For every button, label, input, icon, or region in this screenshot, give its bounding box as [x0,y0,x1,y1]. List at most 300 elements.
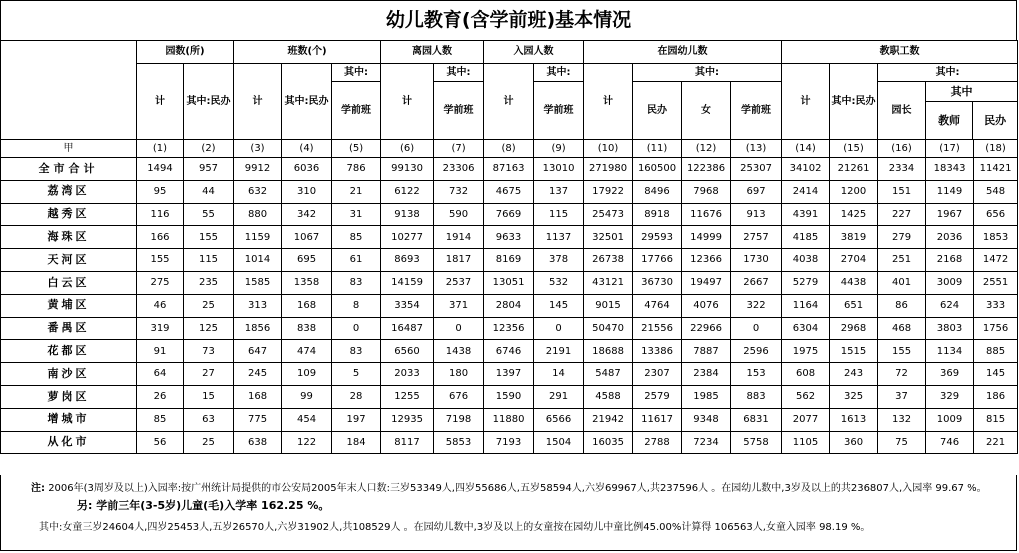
note-1 [1,475,1016,515]
index-cell: (8) [484,140,534,158]
header-liyuan: 离园人数 [381,41,484,64]
table-cell: 786 [332,158,381,181]
table-cell: 624 [926,294,974,317]
table-cell: 122 [282,431,332,454]
table-cell: 2551 [974,271,1018,294]
table-cell: 25307 [731,158,782,181]
header-banshu: 班数(个) [234,41,381,64]
table-cell: 746 [926,431,974,454]
table-row [1,294,1018,317]
table-cell: 1853 [974,226,1018,249]
notes-section [0,475,1017,551]
table-cell: 14159 [381,271,434,294]
table-cell: 913 [731,203,782,226]
table-cell: 885 [974,340,1018,363]
table-cell: 638 [234,431,282,454]
table-cell: 2036 [926,226,974,249]
note-1-tail: 另: 学前三年(3-5岁)儿童(毛)入学率 162.25 %。 [77,499,330,512]
table-cell: 197 [332,408,381,431]
table-cell: 22966 [682,317,731,340]
table-cell: 137 [534,180,584,203]
table-cell: 590 [434,203,484,226]
statistics-table [0,40,1018,454]
header-ji-3: 计 [234,64,282,140]
table-cell: 1985 [682,385,731,408]
header-yuanshu: 园数(所) [137,41,234,64]
table-cell: 4076 [682,294,731,317]
table-cell: 44 [184,180,234,203]
table-cell: 697 [731,180,782,203]
table-cell: 1425 [830,203,878,226]
table-cell: 15 [184,385,234,408]
table-cell: 28 [332,385,381,408]
table-row [1,408,1018,431]
header-xueqianban-7: 学前班 [434,82,484,140]
table-cell: 3819 [830,226,878,249]
table-cell: 342 [282,203,332,226]
index-cell: (7) [434,140,484,158]
header-qizhong-7: 其中: [434,64,484,82]
table-cell: 651 [830,294,878,317]
table-cell: 0 [434,317,484,340]
header-jiaoshi-group [926,82,1018,140]
table-cell: 7887 [682,340,731,363]
header-yuanzhang-16 [878,82,926,140]
table-cell: 310 [282,180,332,203]
header-minban-4: 其中:民办 [282,64,332,140]
table-cell: 17922 [584,180,633,203]
table-cell: 19497 [682,271,731,294]
note-2: 其中:女童三岁24604人,四岁25453人,五岁26570人,六岁31902人,共108529人 。在园幼儿数中,3岁及以上的女童按在园幼儿中童比例45.00%计算得 106563人,女童入园率 98.19 %。 [39,522,871,533]
table-cell: 775 [234,408,282,431]
table-cell: 2788 [633,431,682,454]
table-cell: 2757 [731,226,782,249]
table-cell: 73 [184,340,234,363]
table-cell: 2537 [434,271,484,294]
table-cell: 279 [878,226,926,249]
table-cell: 2191 [534,340,584,363]
table-cell: 3009 [926,271,974,294]
row-name: 花都区 [1,340,137,363]
index-cell: (12) [682,140,731,158]
table-cell: 0 [534,317,584,340]
table-cell: 184 [332,431,381,454]
table-cell: 63 [184,408,234,431]
index-cell: (11) [633,140,682,158]
table-cell: 695 [282,249,332,272]
header-zaiyuan: 在园幼儿数 [584,41,782,64]
table-cell: 6122 [381,180,434,203]
table-cell: 2704 [830,249,878,272]
index-cell: (18) [974,140,1018,158]
table-cell: 647 [234,340,282,363]
table-cell: 12366 [682,249,731,272]
table-row [1,158,1018,181]
header-qizhong-17: 其中 [926,82,1017,102]
table-cell: 13051 [484,271,534,294]
table-cell: 99130 [381,158,434,181]
table-cell: 4588 [584,385,633,408]
table-row [1,249,1018,272]
table-cell: 2968 [830,317,878,340]
header-qizhong-16: 其中: [878,64,1018,82]
header-ji-8: 计 [484,64,534,140]
table-cell: 3354 [381,294,434,317]
table-cell: 155 [184,226,234,249]
table-cell: 275 [137,271,184,294]
index-cell: (14) [782,140,830,158]
table-cell: 166 [137,226,184,249]
index-cell: (9) [534,140,584,158]
table-cell: 1590 [484,385,534,408]
index-cell: (6) [381,140,434,158]
table-cell: 371 [434,294,484,317]
table-cell: 1255 [381,385,434,408]
row-name: 白云区 [1,271,137,294]
header-ruyuan: 入园人数 [484,41,584,64]
row-name: 天河区 [1,249,137,272]
table-cell: 25 [184,294,234,317]
index-cell: (13) [731,140,782,158]
table-cell: 548 [974,180,1018,203]
table-cell: 168 [282,294,332,317]
table-cell: 4185 [782,226,830,249]
table-cell: 9015 [584,294,633,317]
index-cell: (1) [137,140,184,158]
header-ji-14: 计 [782,64,830,140]
table-cell: 329 [926,385,974,408]
table-cell: 75 [878,431,926,454]
table-cell: 43121 [584,271,633,294]
table-cell: 815 [974,408,1018,431]
table-row [1,363,1018,386]
table-cell: 85 [332,226,381,249]
table-cell: 14999 [682,226,731,249]
table-cell: 32501 [584,226,633,249]
table-cell: 9633 [484,226,534,249]
table-cell: 6831 [731,408,782,431]
table-cell: 880 [234,203,282,226]
note-1-lead: 注: [31,483,45,494]
table-row [1,317,1018,340]
row-name: 全市合计 [1,158,137,181]
index-cell: (3) [234,140,282,158]
table-cell: 1472 [974,249,1018,272]
table-cell: 1149 [926,180,974,203]
table-cell: 676 [434,385,484,408]
table-cell: 12935 [381,408,434,431]
table-cell: 7193 [484,431,534,454]
table-cell: 37 [878,385,926,408]
table-cell: 8169 [484,249,534,272]
table-cell: 25 [184,431,234,454]
table-cell: 3803 [926,317,974,340]
table-cell: 454 [282,408,332,431]
table-cell: 27 [184,363,234,386]
header-qizhong-5: 其中: [332,64,381,82]
table-cell: 9912 [234,158,282,181]
table-cell: 145 [534,294,584,317]
table-cell: 7234 [682,431,731,454]
table-cell: 8496 [633,180,682,203]
table-cell: 8918 [633,203,682,226]
table-cell: 271980 [584,158,633,181]
table-cell: 83 [332,271,381,294]
table-cell: 1358 [282,271,332,294]
table-cell: 17766 [633,249,682,272]
table-cell: 46 [137,294,184,317]
table-cell: 732 [434,180,484,203]
table-cell: 4675 [484,180,534,203]
table-cell: 21 [332,180,381,203]
row-name: 荔湾区 [1,180,137,203]
header-xueqianban-5: 学前班 [332,82,381,140]
table-cell: 87163 [484,158,534,181]
table-cell: 26 [137,385,184,408]
table-cell: 6566 [534,408,584,431]
table-cell: 0 [332,317,381,340]
table-cell: 243 [830,363,878,386]
table-cell: 7669 [484,203,534,226]
table-cell: 2414 [782,180,830,203]
index-cell: (15) [830,140,878,158]
table-cell: 2384 [682,363,731,386]
table-cell: 401 [878,271,926,294]
table-cell: 85 [137,408,184,431]
row-name: 从化市 [1,431,137,454]
table-cell: 180 [434,363,484,386]
table-cell: 12356 [484,317,534,340]
table-cell: 116 [137,203,184,226]
header-ji-10: 计 [584,64,633,140]
table-cell: 2804 [484,294,534,317]
table-cell: 2077 [782,408,830,431]
table-row [1,271,1018,294]
table-cell: 72 [878,363,926,386]
table-cell: 13010 [534,158,584,181]
table-cell: 34102 [782,158,830,181]
data-body [1,158,1018,454]
table-cell: 155 [878,340,926,363]
table-cell: 160500 [633,158,682,181]
table-cell: 95 [137,180,184,203]
table-cell: 4391 [782,203,830,226]
table-cell: 369 [926,363,974,386]
table-cell: 2033 [381,363,434,386]
table-cell: 9348 [682,408,731,431]
table-cell: 18688 [584,340,633,363]
table-cell: 16035 [584,431,633,454]
table-cell: 251 [878,249,926,272]
table-cell: 61 [332,249,381,272]
table-cell: 468 [878,317,926,340]
table-cell: 186 [974,385,1018,408]
table-cell: 1009 [926,408,974,431]
row-name: 南沙区 [1,363,137,386]
table-row [1,180,1018,203]
table-cell: 1756 [974,317,1018,340]
table-cell: 8693 [381,249,434,272]
table-cell: 64 [137,363,184,386]
table-cell: 26738 [584,249,633,272]
page-title: 幼儿教育(含学前班)基本情况 [0,0,1017,40]
table-cell: 4764 [633,294,682,317]
table-cell: 115 [534,203,584,226]
table-cell: 2596 [731,340,782,363]
header-xueqianban-13: 学前班 [731,82,782,140]
table-cell: 838 [282,317,332,340]
table-cell: 13386 [633,340,682,363]
table-cell: 1975 [782,340,830,363]
table-cell: 6746 [484,340,534,363]
table-cell: 25473 [584,203,633,226]
table-cell: 1613 [830,408,878,431]
table-cell: 153 [731,363,782,386]
table-cell: 109 [282,363,332,386]
table-cell: 325 [830,385,878,408]
row-name: 萝岗区 [1,385,137,408]
table-row [1,385,1018,408]
table-cell: 29593 [633,226,682,249]
row-name: 海珠区 [1,226,137,249]
table-cell: 6560 [381,340,434,363]
table-cell: 227 [878,203,926,226]
header-qizhong-11: 其中: [633,64,782,82]
table-cell: 378 [534,249,584,272]
table-cell: 957 [184,158,234,181]
table-cell: 23306 [434,158,484,181]
table-cell: 532 [534,271,584,294]
table-cell: 2579 [633,385,682,408]
table-cell: 86 [878,294,926,317]
table-cell: 18343 [926,158,974,181]
table-cell: 291 [534,385,584,408]
table-cell: 56 [137,431,184,454]
table-cell: 656 [974,203,1018,226]
table-cell: 1914 [434,226,484,249]
table-cell: 91 [137,340,184,363]
index-cell: (4) [282,140,332,158]
table-cell: 1585 [234,271,282,294]
table-cell: 1105 [782,431,830,454]
table-cell: 1397 [484,363,534,386]
table-cell: 5853 [434,431,484,454]
table-cell: 562 [782,385,830,408]
table-cell: 883 [731,385,782,408]
table-cell: 235 [184,271,234,294]
table-cell: 9138 [381,203,434,226]
index-cell: (10) [584,140,633,158]
table-cell: 1164 [782,294,830,317]
header-minban-15: 其中:民办 [830,64,878,140]
table-cell: 319 [137,317,184,340]
table-cell: 1159 [234,226,282,249]
table-cell: 2307 [633,363,682,386]
table-cell: 1967 [926,203,974,226]
table-cell: 5758 [731,431,782,454]
table-cell: 1438 [434,340,484,363]
index-cell-label: 甲 [1,140,137,158]
table-cell: 245 [234,363,282,386]
table-cell: 2667 [731,271,782,294]
header-jiaozhi: 教职工数 [782,41,1018,64]
table-cell: 1200 [830,180,878,203]
table-cell: 11676 [682,203,731,226]
table-cell: 168 [234,385,282,408]
header-nv-12: 女 [682,82,731,140]
table-cell: 2168 [926,249,974,272]
table-cell: 99 [282,385,332,408]
table-cell: 1137 [534,226,584,249]
table-cell: 1817 [434,249,484,272]
table-cell: 11421 [974,158,1018,181]
row-name: 番禺区 [1,317,137,340]
header-qizhong-9: 其中: [534,64,584,82]
table-cell: 5279 [782,271,830,294]
table-row [1,340,1018,363]
header-minban-18: 民办 [984,114,1007,127]
corner-cell [1,41,137,140]
table-cell: 4438 [830,271,878,294]
table-cell: 1014 [234,249,282,272]
header-jiaoshi-17: 教师 [926,102,973,139]
table-row [1,203,1018,226]
table-cell: 1504 [534,431,584,454]
table-cell: 10277 [381,226,434,249]
index-cell: (5) [332,140,381,158]
table-cell: 14 [534,363,584,386]
table-cell: 1134 [926,340,974,363]
table-cell: 7968 [682,180,731,203]
table-cell: 122386 [682,158,731,181]
index-cell: (16) [878,140,926,158]
table-cell: 132 [878,408,926,431]
header-xueqianban-9: 学前班 [534,82,584,140]
table-row [1,226,1018,249]
table-cell: 5487 [584,363,633,386]
header-ji-6: 计 [381,64,434,140]
table-cell: 1067 [282,226,332,249]
table-cell: 333 [974,294,1018,317]
index-cell: (17) [926,140,974,158]
row-name: 越秀区 [1,203,137,226]
table-cell: 1730 [731,249,782,272]
table-cell: 16487 [381,317,434,340]
table-cell: 11617 [633,408,682,431]
table-row [1,431,1018,454]
table-cell: 632 [234,180,282,203]
table-cell: 50470 [584,317,633,340]
table-cell: 8 [332,294,381,317]
table-cell: 322 [731,294,782,317]
table-cell: 151 [878,180,926,203]
table-cell: 7198 [434,408,484,431]
table-cell: 55 [184,203,234,226]
note-1-text: 2006年(3周岁及以上)入园率:按广州统计局提供的市公安局2005年末人口数:三岁53349人,四岁55686人,五岁58594人,六岁69967人,共237596人 。在园幼儿数中,3岁及以上的共236807人,入园率 99.67 %。 [48,483,987,494]
header-yuanzhang-label: 园长 [891,104,912,116]
header-minban-11: 民办 [633,82,682,140]
table-cell: 21556 [633,317,682,340]
table-cell: 0 [731,317,782,340]
table-cell: 11880 [484,408,534,431]
table-cell: 360 [830,431,878,454]
table-cell: 313 [234,294,282,317]
index-cell: (2) [184,140,234,158]
table-cell: 21261 [830,158,878,181]
table-cell: 1515 [830,340,878,363]
row-name: 增城市 [1,408,137,431]
table-cell: 4038 [782,249,830,272]
